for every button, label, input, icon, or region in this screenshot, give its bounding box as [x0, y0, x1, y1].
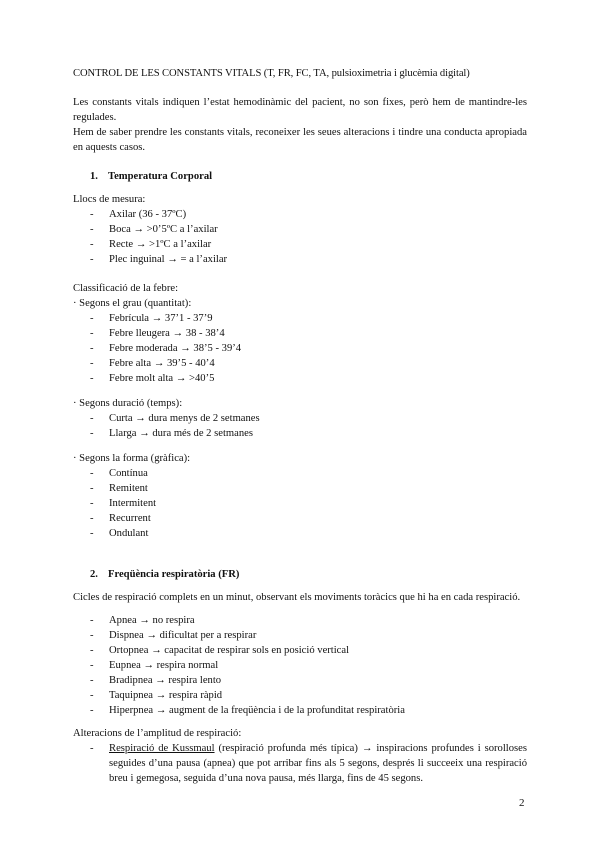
- list-item: - Remitent: [73, 481, 527, 496]
- list-item: - Taquipnea → respira ràpid: [73, 688, 527, 703]
- list-item: - Febre molt alta → >40’5: [73, 371, 527, 386]
- forma-label: · Segons la forma (gràfica):: [73, 453, 191, 464]
- grau-list: [73, 311, 527, 386]
- list-item: - Boca → >0’5ºC a l’axilar: [73, 222, 527, 237]
- duracio-list: [73, 411, 527, 441]
- list-item: - Llarga → dura més de 2 setmanes: [73, 426, 527, 441]
- list-item: - Axilar (36 - 37ºC): [73, 207, 527, 222]
- list-item: - Plec inguinal → = a l’axilar: [73, 252, 527, 267]
- document-title: CONTROL DE LES CONSTANTS VITALS (T, FR, FC, TA, pulsioximetria i glucèmia digital): [73, 68, 470, 79]
- list-item: [73, 741, 527, 786]
- document-page: [73, 66, 527, 786]
- list-item: - Intermitent: [73, 496, 527, 511]
- list-item: - Dispnea → dificultat per a respirar: [73, 628, 527, 643]
- section-1-heading: [90, 169, 527, 184]
- list-item: - Eupnea → respira normal: [73, 658, 527, 673]
- list-item: - Recte → >1ºC a l’axilar: [73, 237, 527, 252]
- llocs-label: Llocs de mesura:: [73, 194, 146, 205]
- classificacio-label: Classificació de la febre:: [73, 283, 179, 294]
- list-item: - Ondulant: [73, 526, 527, 541]
- alteracions-list: [73, 741, 527, 786]
- list-item: - Bradipnea → respira lento: [73, 673, 527, 688]
- list-item: - Apnea → no respira: [73, 613, 527, 628]
- list-item: - Curta → dura menys de 2 setmanes: [73, 411, 527, 426]
- intro-paragraph-1: Les constants vitals indiquen l’estat hemodinàmic del pacient, no son fixes, però hem de mantindre-les regulades.: [73, 97, 527, 123]
- forma-list: [73, 466, 527, 541]
- kussmaul-description: (respiració profunda més típica) → inspiracions profundes i sorolloses seguides d’una pausa (apnea) que pot arribar fins als 5 segons, després li succeeix una respiració breu i gemegosa, seguida d’una nova pausa, més llarga, fins de 45 segons.: [109, 743, 527, 784]
- section-2-number: 2.: [90, 569, 98, 580]
- page-number: 2: [519, 797, 525, 809]
- kussmaul-term: Respiració de Kussmaul: [109, 743, 215, 754]
- fr-description: Cicles de respiració complets en un minut, observant els moviments toràcics que hi ha en cada respiració.: [73, 592, 521, 603]
- list-item: - Febre moderada → 38’5 - 39’4: [73, 341, 527, 356]
- grau-label: · Segons el grau (quantitat):: [73, 298, 192, 309]
- list-item: - Hiperpnea → augment de la freqüència i de la profunditat respiratòria: [73, 703, 527, 718]
- llocs-list: [73, 207, 527, 267]
- section-1-title: Temperatura Corporal: [108, 171, 213, 182]
- intro-paragraph-2: Hem de saber prendre les constants vitals, reconeixer les seues alteracions i tindre una conducta apropiada en aquests casos.: [73, 127, 527, 153]
- list-item: - Febre alta → 39’5 - 40’4: [73, 356, 527, 371]
- fr-list: [73, 613, 527, 718]
- list-item: - Ortopnea → capacitat de respirar sols en posició vertical: [73, 643, 527, 658]
- section-1-number: 1.: [90, 171, 98, 182]
- section-2-title: Freqüència respiratòria (FR): [108, 569, 240, 580]
- duracio-label: · Segons duració (temps):: [73, 398, 183, 409]
- section-2-heading: [90, 567, 527, 582]
- list-item: - Recurrent: [73, 511, 527, 526]
- list-item: - Febrícula → 37’1 - 37’9: [73, 311, 527, 326]
- list-item: - Febre lleugera → 38 - 38’4: [73, 326, 527, 341]
- list-item: - Contínua: [73, 466, 527, 481]
- alteracions-label: Alteracions de l’amplitud de respiració:: [73, 728, 242, 739]
